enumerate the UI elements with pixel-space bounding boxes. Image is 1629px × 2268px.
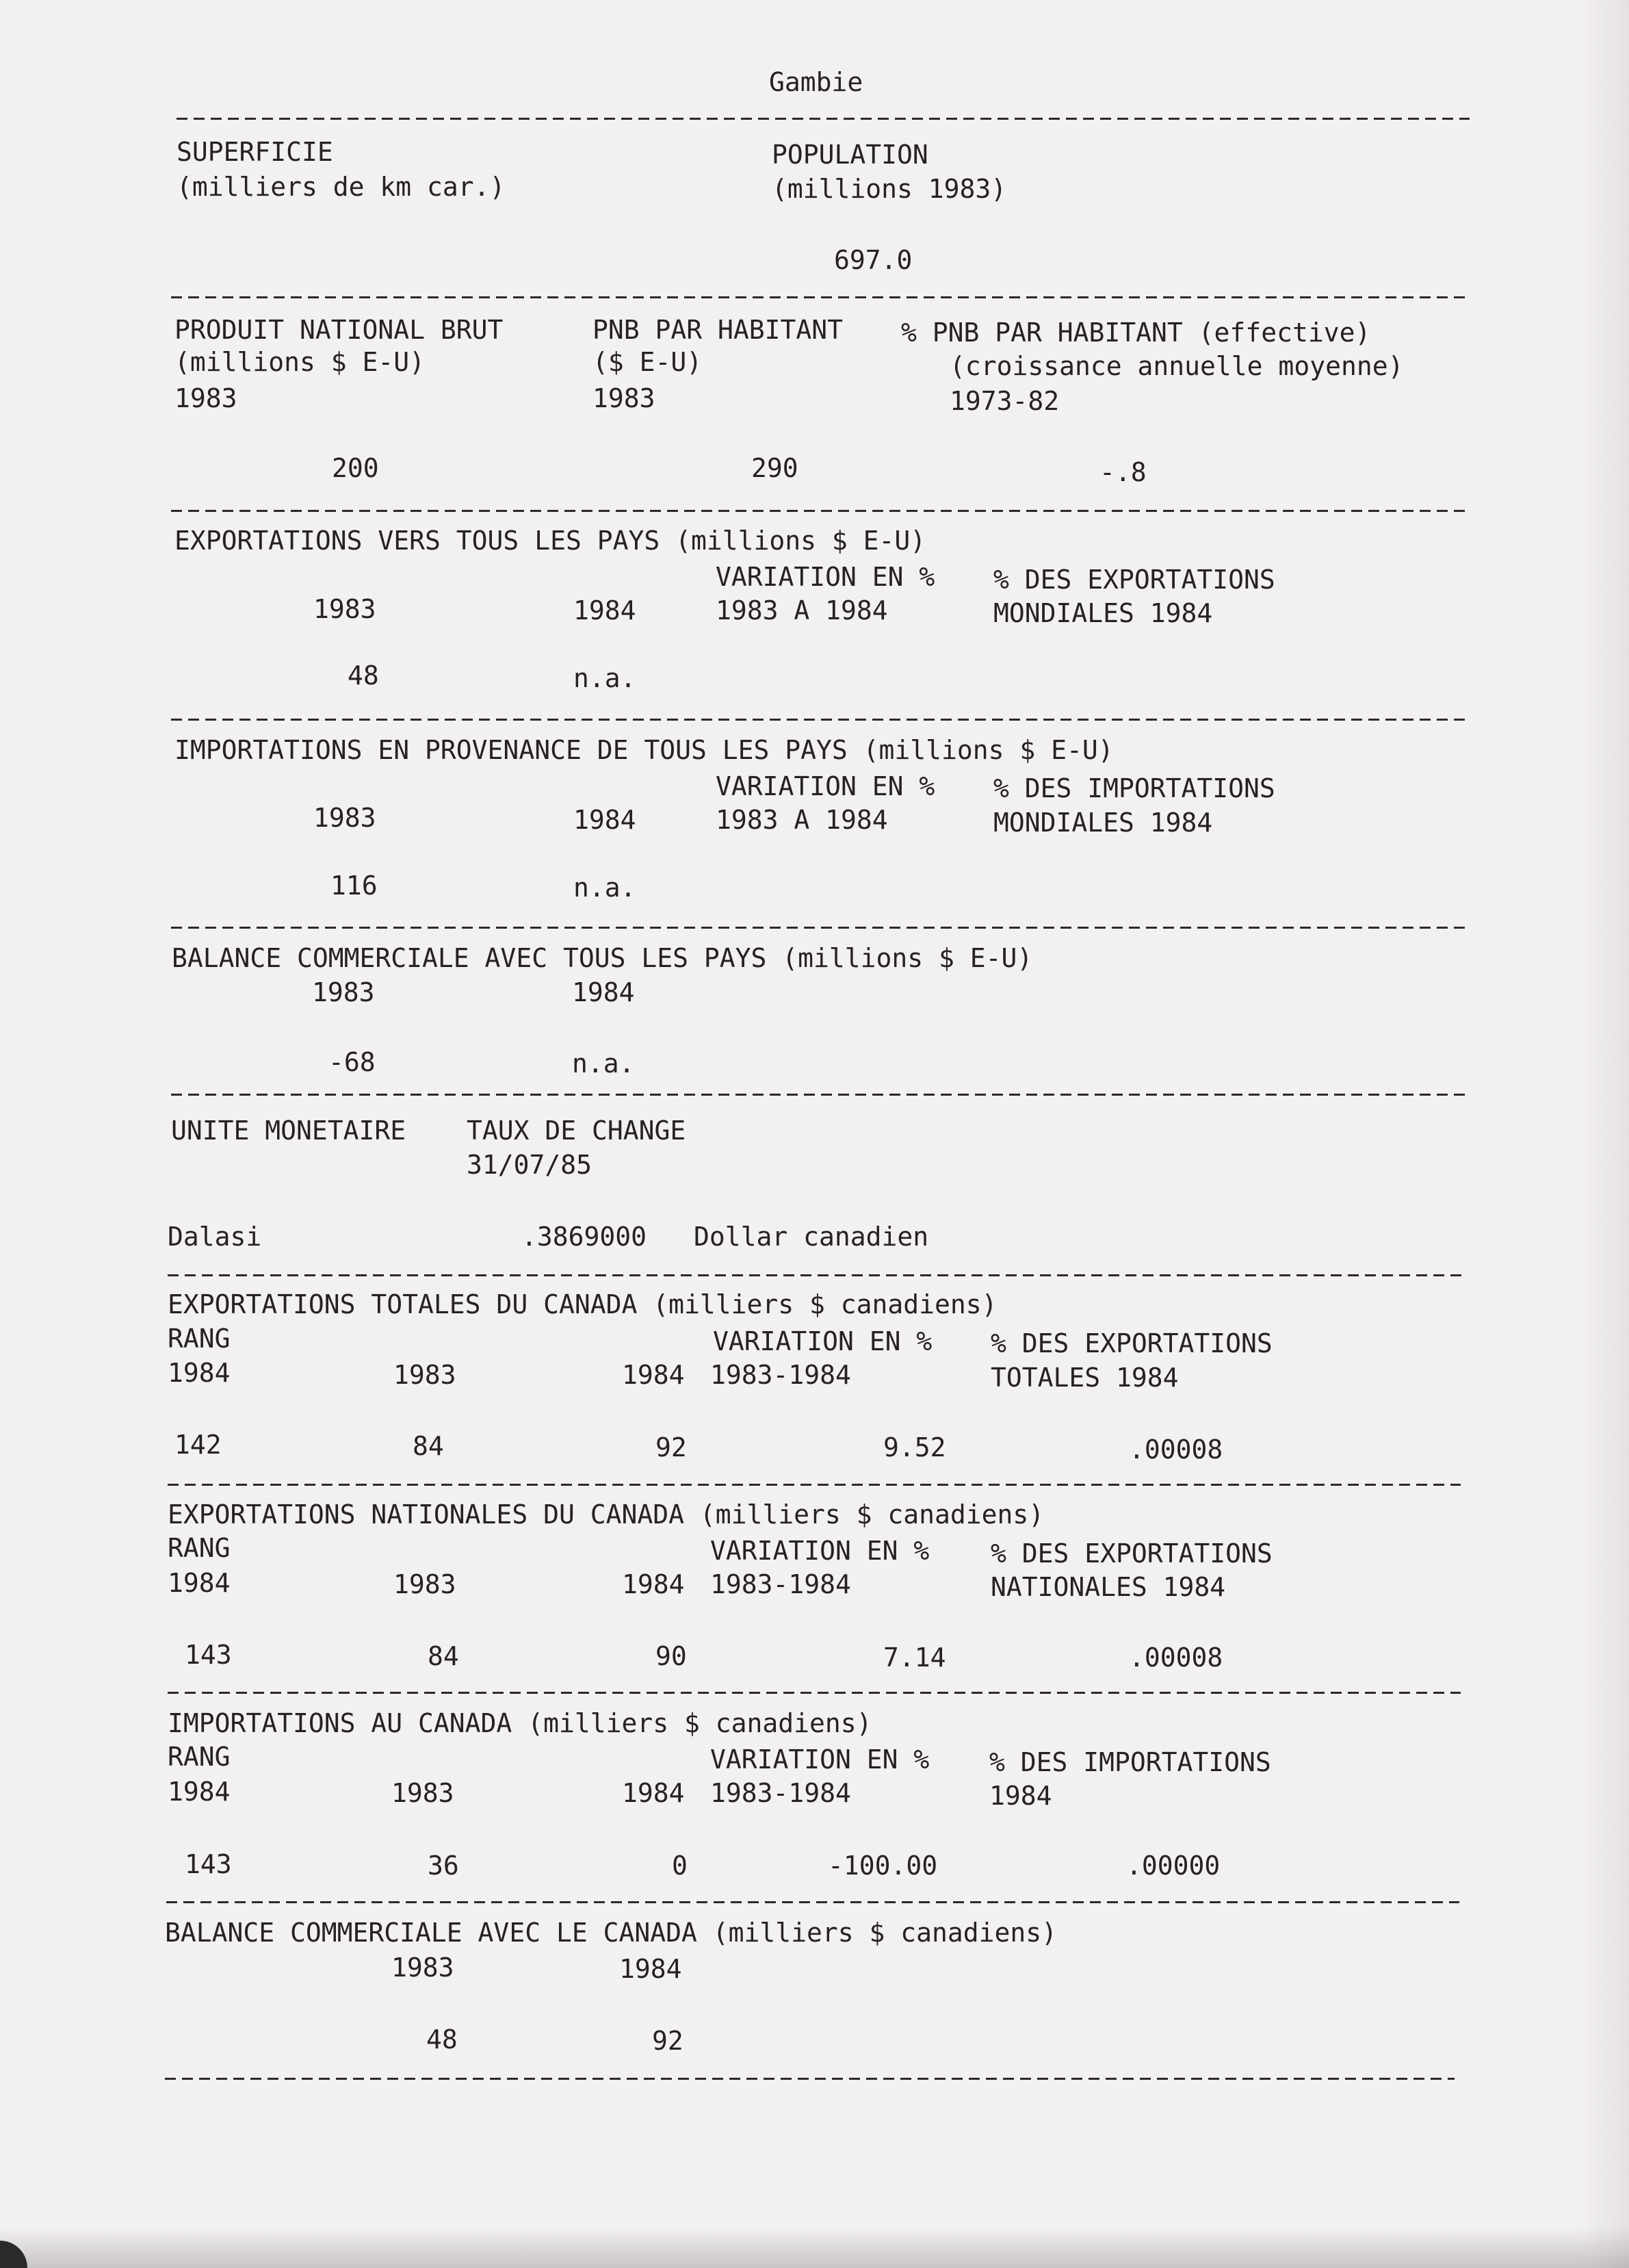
- exp-nationales-pct: .00008: [1129, 1642, 1223, 1673]
- balance-canada-year-1: 1983: [391, 1953, 454, 1983]
- pnb-croissance-unit: (croissance annuelle moyenne): [950, 351, 1404, 381]
- population-unit: (millions 1983): [772, 174, 1007, 204]
- pnb-habitant-unit: ($ E-U): [592, 347, 703, 377]
- pnb-croissance-label: % PNB PAR HABITANT (effective): [901, 318, 1371, 348]
- exp-totales-year-2: 1984: [622, 1360, 685, 1390]
- exp-nationales-pct-2: NATIONALES 1984: [991, 1572, 1226, 1602]
- imp-canada-year-2: 1984: [622, 1778, 685, 1808]
- exp-nationales-value-1: 84: [428, 1641, 459, 1671]
- imp-canada-pct-1: % DES IMPORTATIONS: [989, 1747, 1271, 1777]
- balance-tous-year-2: 1984: [572, 977, 635, 1007]
- exp-totales-year-1: 1983: [393, 1360, 456, 1390]
- taux-de-change-label: TAUX DE CHANGE: [467, 1116, 686, 1146]
- exportations-tous-value-1: 48: [348, 660, 379, 691]
- importations-tous-variation-2: 1983 A 1984: [716, 805, 888, 835]
- balance-tous-label: BALANCE COMMERCIALE AVEC TOUS LES PAYS (millions $ E-U): [172, 943, 1033, 973]
- balance-tous-value-1: -68: [328, 1047, 376, 1077]
- exp-nationales-variation-2: 1983-1984: [710, 1569, 851, 1599]
- separator: [171, 510, 1468, 512]
- page-bottom-shadow: [0, 2227, 1629, 2268]
- importations-tous-year-2: 1984: [573, 805, 636, 835]
- exportations-tous-variation-1: VARIATION EN %: [716, 562, 935, 592]
- separator: [166, 1901, 1459, 1903]
- pnb-croissance-years: 1973-82: [950, 386, 1060, 416]
- imp-canada-rang: RANG: [168, 1742, 231, 1772]
- page-title: Gambie: [769, 67, 863, 97]
- separator: [171, 296, 1468, 298]
- currency-name: Dalasi: [168, 1222, 262, 1252]
- exp-totales-label: EXPORTATIONS TOTALES DU CANADA (milliers $ canadiens): [168, 1289, 998, 1319]
- importations-tous-pct-2: MONDIALES 1984: [993, 808, 1213, 838]
- pnb-habitant-value: 290: [751, 453, 798, 483]
- pnb-value: 200: [332, 453, 379, 483]
- pnb-croissance-value: -.8: [1099, 457, 1147, 487]
- imp-canada-rank: 143: [185, 1849, 232, 1879]
- importations-tous-value-1: 116: [330, 871, 378, 901]
- exp-nationales-rang: RANG: [168, 1533, 231, 1563]
- exp-totales-variation-2: 1983-1984: [710, 1360, 851, 1390]
- pnb-unit: (millions $ E-U): [174, 347, 426, 377]
- exp-totales-value-1: 84: [413, 1431, 444, 1461]
- importations-tous-year-1: 1983: [313, 803, 376, 833]
- balance-tous-year-1: 1983: [312, 977, 375, 1007]
- exp-nationales-value-2: 90: [655, 1641, 687, 1671]
- exp-totales-variation-1: VARIATION EN %: [713, 1326, 933, 1356]
- exp-totales-pct: .00008: [1129, 1434, 1223, 1465]
- balance-canada-value-2: 92: [652, 2026, 683, 2056]
- separator: [168, 1274, 1464, 1276]
- importations-tous-pct-1: % DES IMPORTATIONS: [993, 773, 1275, 803]
- population-value: 697.0: [834, 245, 913, 275]
- pnb-label: PRODUIT NATIONAL BRUT: [174, 315, 504, 345]
- importations-tous-variation-1: VARIATION EN %: [716, 771, 935, 801]
- unite-monetaire-label: UNITE MONETAIRE: [171, 1116, 406, 1146]
- separator: [168, 1484, 1461, 1486]
- exp-totales-rank: 142: [174, 1430, 222, 1460]
- exportations-tous-pct-2: MONDIALES 1984: [993, 598, 1213, 628]
- exp-nationales-variation: 7.14: [883, 1642, 946, 1673]
- imp-canada-value-1: 36: [428, 1851, 459, 1881]
- exp-totales-variation: 9.52: [883, 1432, 946, 1462]
- balance-canada-year-2: 1984: [619, 1954, 682, 1984]
- superficie-label: SUPERFICIE: [177, 137, 333, 167]
- pnb-habitant-year: 1983: [592, 383, 655, 413]
- exchange-rate-unit: Dollar canadien: [694, 1222, 929, 1252]
- separator: [171, 927, 1468, 929]
- exportations-tous-variation-2: 1983 A 1984: [716, 595, 888, 626]
- exp-nationales-pct-1: % DES EXPORTATIONS: [991, 1538, 1273, 1569]
- importations-tous-label: IMPORTATIONS EN PROVENANCE DE TOUS LES PAYS (millions $ E-U): [174, 735, 1114, 765]
- imp-canada-variation: -100.00: [828, 1851, 938, 1881]
- imp-canada-value-2: 0: [672, 1851, 688, 1881]
- balance-canada-value-1: 48: [426, 2024, 458, 2054]
- exp-nationales-year-1: 1983: [393, 1569, 456, 1599]
- balance-tous-value-2: n.a.: [572, 1048, 635, 1079]
- exportations-tous-label: EXPORTATIONS VERS TOUS LES PAYS (millions $ E-U): [174, 526, 926, 556]
- exportations-tous-pct-1: % DES EXPORTATIONS: [993, 565, 1275, 595]
- exportations-tous-value-2: n.a.: [573, 663, 636, 693]
- separator: [165, 2078, 1455, 2080]
- exp-totales-pct-1: % DES EXPORTATIONS: [991, 1328, 1273, 1358]
- imp-canada-rang-year: 1984: [168, 1777, 231, 1807]
- imp-canada-label: IMPORTATIONS AU CANADA (milliers $ canadiens): [168, 1708, 872, 1738]
- importations-tous-value-2: n.a.: [573, 873, 636, 903]
- imp-canada-year-1: 1983: [391, 1778, 454, 1808]
- separator: [177, 118, 1470, 120]
- population-label: POPULATION: [772, 140, 928, 170]
- exp-nationales-label: EXPORTATIONS NATIONALES DU CANADA (milliers $ canadiens): [168, 1499, 1045, 1530]
- exp-nationales-variation-1: VARIATION EN %: [710, 1536, 930, 1566]
- balance-canada-label: BALANCE COMMERCIALE AVEC LE CANADA (milliers $ canadiens): [165, 1918, 1058, 1948]
- exp-nationales-rang-year: 1984: [168, 1568, 231, 1598]
- exportations-tous-year-2: 1984: [573, 595, 636, 626]
- imp-canada-pct-2: 1984: [989, 1781, 1052, 1811]
- superficie-unit: (milliers de km car.): [177, 172, 506, 202]
- imp-canada-pct: .00000: [1126, 1851, 1221, 1881]
- taux-de-change-date: 31/07/85: [467, 1150, 592, 1180]
- separator: [171, 719, 1468, 721]
- exp-nationales-rank: 143: [185, 1640, 232, 1670]
- page-edge-shadow: [1581, 0, 1629, 2268]
- imp-canada-variation-2: 1983-1984: [710, 1778, 851, 1808]
- exportations-tous-year-1: 1983: [313, 594, 376, 624]
- pnb-habitant-label: PNB PAR HABITANT: [592, 315, 844, 345]
- exp-totales-rang: RANG: [168, 1324, 231, 1354]
- exp-totales-value-2: 92: [655, 1432, 687, 1462]
- exp-nationales-year-2: 1984: [622, 1569, 685, 1599]
- imp-canada-variation-1: VARIATION EN %: [710, 1744, 930, 1775]
- exp-totales-pct-2: TOTALES 1984: [991, 1363, 1179, 1393]
- separator: [171, 1094, 1468, 1096]
- separator: [168, 1692, 1461, 1694]
- exchange-rate: .3869000: [521, 1222, 647, 1252]
- pnb-year: 1983: [174, 383, 237, 413]
- exp-totales-rang-year: 1984: [168, 1358, 231, 1388]
